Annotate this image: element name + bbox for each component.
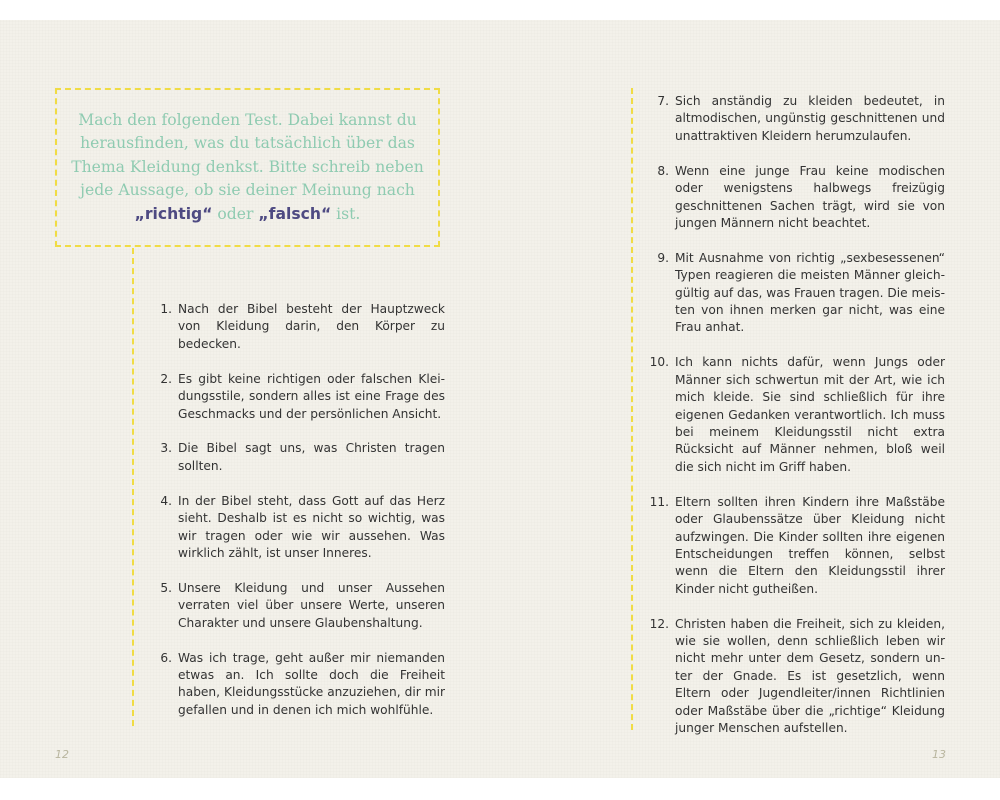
question-text: Was ich trage, geht außer mir niemanden etwas an. Ich sollte doch die Freiheit haben, Kleidungsstücke anzuziehen, dir mir gefallen und in denen ich mich wohlfühle. <box>178 650 445 717</box>
question-item <box>645 616 945 738</box>
question-number: 8. <box>657 163 669 178</box>
question-number: 6. <box>160 650 172 665</box>
question-number: 1. <box>160 302 172 316</box>
question-text: Ich kann nichts dafür, wenn Jungs oder Männer sich schwertun mit der Art, wie ich mich kleide. Sie sind schließlich für ihre eigenen Gedanken verantwortlich. Ich muss bei meinem Kleidungsstil nicht extra Rücksicht auf Männer nehmen, bloß weil die sich nicht im Griff haben. <box>675 355 945 474</box>
book-spread <box>0 20 1000 778</box>
question-item <box>645 250 945 337</box>
intro-text <box>63 109 433 227</box>
question-item <box>645 494 945 598</box>
highlight-richtig: „richtig“ <box>134 204 213 223</box>
question-text: Mit Ausnahme von richtig „sexbesessenen“ Typen reagieren die meisten Männer gleichgültig auf das, was Frauen tragen. Die meisten von ihnen merken gar nicht, was eine Frau anhat. <box>675 250 945 335</box>
intro-text-after: ist. <box>331 204 361 223</box>
question-text: Die Bibel sagt uns, was Christen tragen sollten. <box>178 441 445 473</box>
intro-box <box>55 88 440 247</box>
question-list-left <box>152 301 445 737</box>
question-text: Christen haben die Freiheit, sich zu kleiden, wie sie wollen, denn schließlich leben wir nicht mehr unter dem Gesetz, sondern unter der Gnade. Es ist gesetzlich, wenn Eltern oder Jugendleiter/innen Richtlinien oder Maßstäbe über die „richtige“ Kleidung junger Menschen aufstellen. <box>675 616 945 736</box>
question-text: Wenn eine junge Frau keine modischen oder wenigstens halbwegs freizügig geschnittenen Sachen trägt, wird sie von jungen Männern nicht beachtet. <box>675 163 945 230</box>
question-text: Nach der Bibel besteht der Hauptzweck von Kleidung darin, den Körper zu bedecken. <box>178 302 445 351</box>
question-item <box>152 493 445 563</box>
question-item <box>645 93 945 145</box>
question-text: In der Bibel steht, dass Gott auf das Herz sieht. Deshalb ist es nicht so wichtig, was wir tragen oder wie wir aussehen. Was wirklich zählt, ist unser Inneres. <box>178 493 445 560</box>
question-item <box>645 163 945 233</box>
question-item <box>645 354 945 476</box>
question-item <box>152 440 445 475</box>
question-number: 11. <box>649 494 669 509</box>
intro-text-middle: oder <box>212 204 259 223</box>
question-text: Es gibt keine richtigen oder falschen Kleidungsstile, sondern alles ist eine Frage des Geschmacks und der persönlichen Ansicht. <box>178 371 445 421</box>
right-dashed-guide-line <box>631 88 633 730</box>
left-dashed-guide-line <box>132 248 134 726</box>
intro-text-before: Mach den folgenden Test. Dabei kannst du herausfinden, was du tatsächlich über das Thema Kleidung denkst. Bitte schreib neben jede Aussage, ob sie deiner Meinung nach <box>71 110 424 200</box>
question-item <box>152 650 445 720</box>
question-text: Unsere Kleidung und unser Aussehen verraten viel über unsere Werte, unseren Charakter und unsere Glaubenshaltung. <box>178 580 445 630</box>
question-item <box>152 371 445 423</box>
highlight-falsch: „falsch“ <box>258 204 332 223</box>
question-item <box>152 580 445 632</box>
question-number: 7. <box>657 94 669 108</box>
question-text: Eltern sollten ihren Kindern ihre Maßstäbe oder Glaubenssätze über Kleidung nicht aufzwingen. Die Kinder sollten ihre eigenen Entscheidungen treffen können, selbst wenn die Eltern den Kleidungsstil ihrer Kinder nicht gutheißen. <box>675 494 945 596</box>
question-number: 3. <box>160 441 172 456</box>
page-number-right: 13 <box>932 748 946 761</box>
question-list-right <box>645 93 945 755</box>
question-number: 10. <box>649 355 669 370</box>
question-number: 4. <box>160 493 172 508</box>
question-number: 2. <box>160 371 172 386</box>
question-number: 5. <box>160 580 172 595</box>
question-number: 12. <box>649 616 669 631</box>
question-item <box>152 301 445 353</box>
question-text: Sich anständig zu kleiden bedeutet, in altmodischen, ungünstig geschnittenen und unattraktiven Kleidern herumzulaufen. <box>675 94 945 143</box>
page-number-left: 12 <box>55 748 69 761</box>
question-number: 9. <box>657 250 669 265</box>
